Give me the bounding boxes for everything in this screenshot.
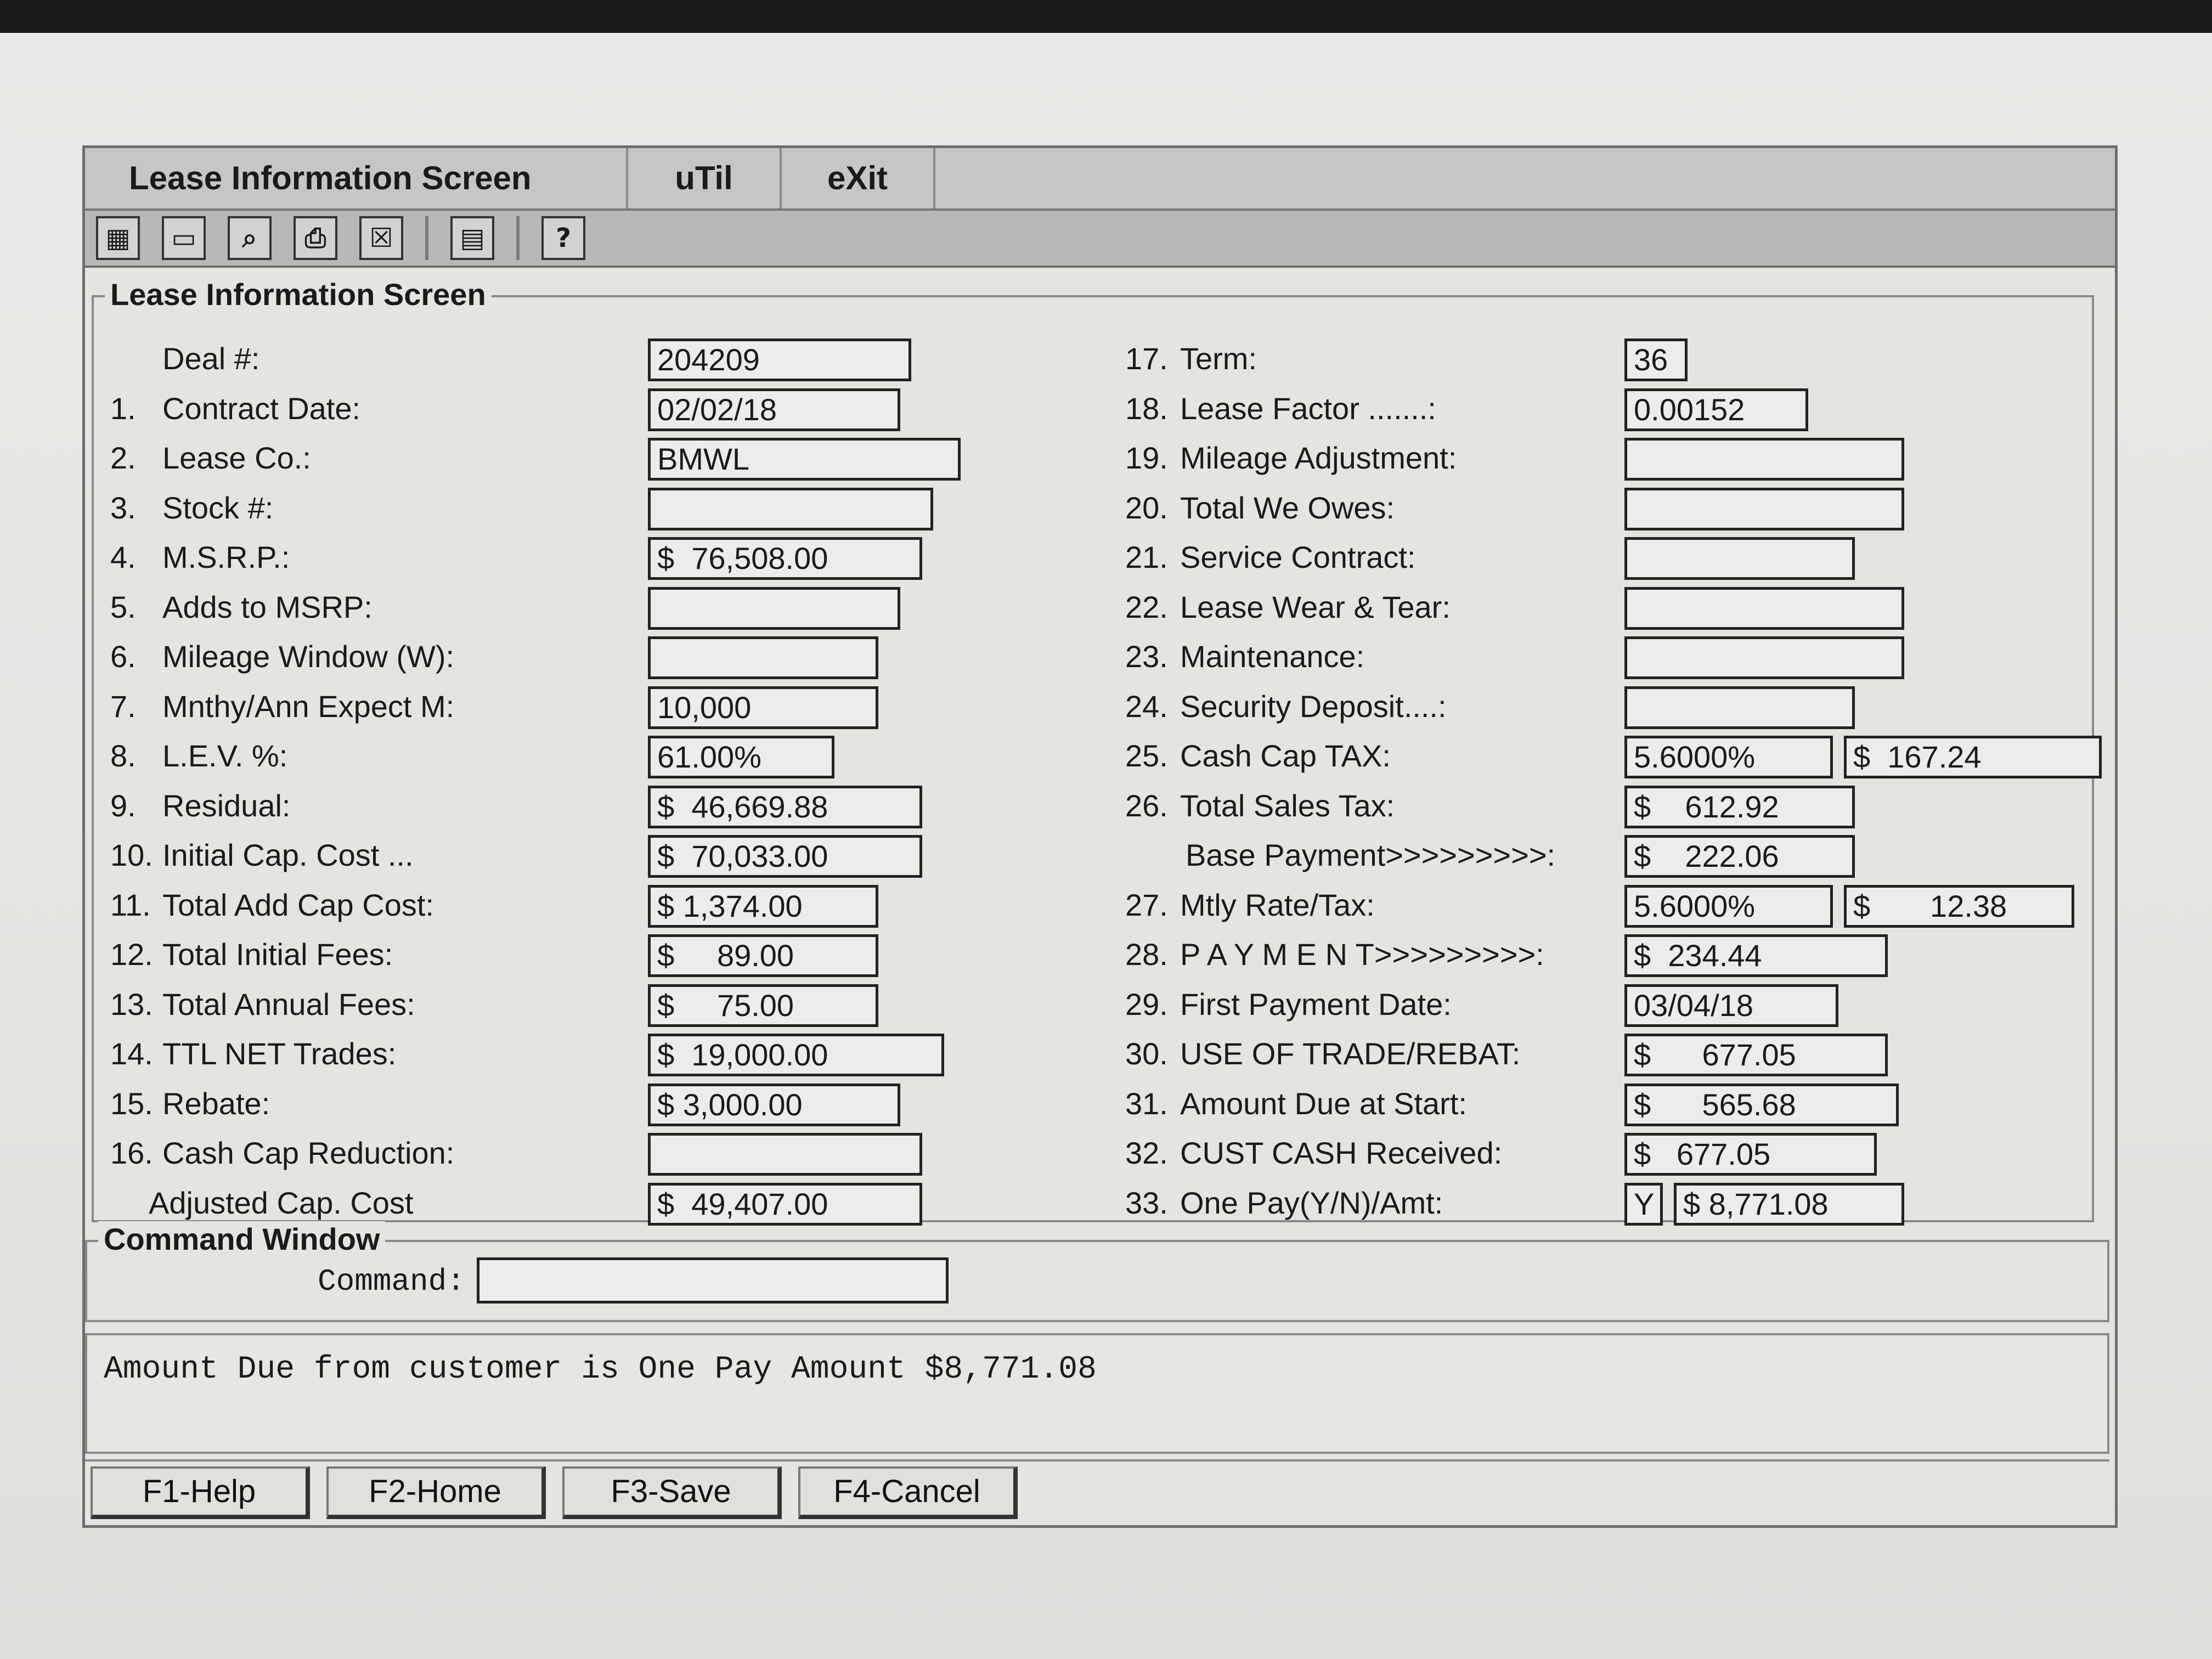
field-number: 29. [1125, 986, 1168, 1022]
field-label: Adjusted Cap. Cost [149, 1185, 414, 1220]
section-title: Lease Information Screen [105, 276, 492, 312]
right-field-input[interactable] [1624, 686, 1855, 729]
right-field-input[interactable]: $ 677.05 [1624, 1034, 1888, 1076]
field-label: Base Payment>>>>>>>>>: [1186, 838, 1556, 872]
field-number: 26. [1125, 788, 1168, 823]
field-number: 19. [1125, 441, 1168, 475]
field-number: 21. [1125, 540, 1168, 574]
field-number: 3. [110, 490, 136, 525]
menu-util[interactable]: uTil [628, 148, 782, 208]
field-number: 22. [1125, 589, 1168, 624]
field-label: Total Add Cap Cost: [162, 887, 434, 922]
toolbar-separator [425, 216, 428, 260]
left-field-input[interactable]: $ 46,669.88 [648, 786, 922, 828]
left-field-input[interactable] [648, 636, 878, 679]
f4-cancel-button[interactable]: F4-Cancel [798, 1466, 1018, 1519]
help-icon[interactable]: ? [541, 216, 585, 260]
field-label: Amount Due at Start: [1180, 1086, 1467, 1121]
right-field-input[interactable]: Y [1624, 1183, 1663, 1226]
field-number: 14. [110, 1036, 153, 1071]
right-field-input[interactable] [1624, 537, 1855, 580]
field-label: Adds to MSRP: [162, 589, 373, 624]
command-window [85, 1222, 2109, 1322]
field-label: Cash Cap Reduction: [162, 1136, 455, 1170]
field-label: Total We Owes: [1180, 490, 1395, 525]
f3-save-button[interactable]: F3-Save [562, 1466, 782, 1519]
right-field-input-secondary[interactable]: $ 8,771.08 [1674, 1183, 1904, 1226]
field-label: Mnthy/Ann Expect M: [162, 689, 455, 724]
lease-window [82, 145, 2118, 1528]
field-number: 16. [110, 1136, 153, 1170]
left-field-input[interactable]: 61.00% [648, 736, 834, 778]
field-label: Contract Date: [162, 391, 361, 426]
right-field-input[interactable] [1624, 636, 1904, 679]
field-label: First Payment Date: [1180, 986, 1452, 1022]
right-field-input[interactable]: 36 [1624, 338, 1688, 381]
right-field-input-secondary[interactable]: $ 167.24 [1844, 736, 2102, 778]
menu-screen-title: Lease Information Screen [85, 148, 628, 208]
paper-background [0, 33, 2212, 1659]
right-field-input[interactable] [1624, 438, 1904, 481]
field-label: P A Y M E N T>>>>>>>>>: [1180, 937, 1544, 972]
f2-home-button[interactable]: F2-Home [326, 1466, 546, 1519]
menu-bar [85, 148, 2115, 211]
left-field-input[interactable]: $ 70,033.00 [648, 835, 922, 878]
field-label: Total Initial Fees: [162, 937, 393, 972]
field-number: 2. [110, 441, 136, 475]
command-window-title: Command Window [98, 1221, 385, 1257]
lease-info-group [92, 277, 2094, 1222]
field-label: One Pay(Y/N)/Amt: [1180, 1185, 1443, 1220]
left-field-input[interactable]: $ 89.00 [648, 934, 878, 977]
left-field-input[interactable]: $ 1,374.00 [648, 885, 878, 928]
right-field-input-secondary[interactable]: $ 12.38 [1844, 885, 2074, 928]
field-label: Residual: [162, 788, 291, 823]
right-field-input[interactable]: $ 234.44 [1624, 934, 1888, 977]
field-label: Term: [1180, 341, 1257, 376]
table-icon[interactable]: ▤ [450, 216, 494, 260]
field-label: Maintenance: [1180, 639, 1365, 674]
field-label: Total Sales Tax: [1180, 788, 1395, 823]
command-input[interactable] [477, 1257, 949, 1304]
field-label: L.E.V. %: [162, 738, 288, 773]
field-label: M.S.R.P.: [162, 540, 290, 574]
field-label: Initial Cap. Cost ... [162, 838, 414, 872]
close-icon[interactable]: ☒ [359, 216, 403, 260]
field-label: Security Deposit....: [1180, 689, 1447, 724]
field-number: 6. [110, 639, 136, 674]
field-label: Rebate: [162, 1086, 270, 1121]
field-number: 27. [1125, 887, 1168, 922]
toolbar-separator [516, 216, 520, 260]
left-field-input[interactable] [648, 587, 900, 630]
function-key-bar [85, 1459, 2109, 1524]
field-label: Stock #: [162, 490, 274, 525]
left-field-input[interactable]: $ 76,508.00 [648, 537, 922, 580]
field-label: Cash Cap TAX: [1180, 738, 1391, 773]
field-number: 9. [110, 788, 136, 823]
field-label: Mileage Adjustment: [1180, 441, 1457, 475]
field-number: 20. [1125, 490, 1168, 525]
menu-exit[interactable]: eXit [782, 148, 935, 208]
message-area [85, 1333, 2109, 1454]
right-field-input[interactable]: 5.6000% [1624, 736, 1833, 778]
field-number: 32. [1125, 1136, 1168, 1170]
left-field-input[interactable] [648, 488, 933, 531]
field-number: 13. [110, 986, 153, 1022]
field-number: 1. [110, 391, 136, 426]
field-number: 25. [1125, 738, 1168, 773]
field-label: Service Contract: [1180, 540, 1416, 574]
field-number: 11. [110, 887, 151, 922]
field-label: CUST CASH Received: [1180, 1136, 1503, 1170]
left-field-input[interactable]: 204209 [648, 338, 911, 381]
field-number: 33. [1125, 1185, 1168, 1220]
field-number: 7. [110, 689, 136, 724]
field-label: TTL NET Trades: [162, 1036, 397, 1071]
right-field-input[interactable] [1624, 587, 1904, 630]
left-field-input[interactable]: $ 19,000.00 [648, 1034, 944, 1076]
f1-help-button[interactable]: F1-Help [91, 1466, 310, 1519]
right-field-input[interactable]: $ 565.68 [1624, 1084, 1899, 1126]
left-field-input[interactable]: BMWL [648, 438, 961, 481]
print-icon[interactable]: ⎙ [294, 216, 337, 260]
right-field-input[interactable]: 0.00152 [1624, 388, 1808, 431]
right-field-input[interactable] [1624, 488, 1904, 531]
right-field-input[interactable]: $ 677.05 [1624, 1133, 1877, 1176]
status-message: Amount Due from customer is One Pay Amount $8,771.08 [104, 1352, 1097, 1387]
field-number: 15. [110, 1086, 153, 1121]
field-label: USE OF TRADE/REBAT: [1180, 1036, 1521, 1071]
toolbar [85, 211, 2115, 268]
window-icon[interactable]: ▭ [162, 216, 206, 260]
field-label: Mtly Rate/Tax: [1180, 887, 1375, 922]
right-field-input[interactable]: 03/04/18 [1624, 984, 1838, 1027]
field-label: Lease Factor .......: [1180, 391, 1436, 426]
left-field-input[interactable]: 10,000 [648, 686, 878, 729]
open-icon[interactable]: ⌕ [228, 216, 272, 260]
left-field-input[interactable]: 02/02/18 [648, 388, 900, 431]
field-number: 24. [1125, 689, 1168, 724]
field-number: 12. [110, 937, 153, 972]
field-number: 28. [1125, 937, 1168, 972]
right-field-input[interactable]: $ 222.06 [1624, 835, 1855, 878]
field-number: 4. [110, 540, 136, 574]
field-number: 31. [1125, 1086, 1168, 1121]
left-field-input[interactable]: $ 3,000.00 [648, 1084, 900, 1126]
field-label: Mileage Window (W): [162, 639, 455, 674]
field-number: 23. [1125, 639, 1168, 674]
field-number: 17. [1125, 341, 1168, 376]
right-field-input[interactable]: 5.6000% [1624, 885, 1833, 928]
field-number: 8. [110, 738, 136, 773]
command-label: Command: [318, 1264, 465, 1299]
left-field-input[interactable]: $ 49,407.00 [648, 1183, 922, 1226]
field-label: Lease Co.: [162, 441, 311, 475]
left-field-input[interactable] [648, 1133, 922, 1176]
left-field-input[interactable]: $ 75.00 [648, 984, 878, 1027]
calculator-icon[interactable]: ▦ [96, 216, 140, 260]
field-label: Lease Wear & Tear: [1180, 589, 1451, 624]
field-number: 5. [110, 589, 136, 624]
right-field-input[interactable]: $ 612.92 [1624, 786, 1855, 828]
field-number: 30. [1125, 1036, 1168, 1071]
field-number: 10. [110, 838, 153, 872]
field-label: Deal #: [162, 341, 260, 376]
field-number: 18. [1125, 391, 1168, 426]
field-label: Total Annual Fees: [162, 986, 415, 1022]
